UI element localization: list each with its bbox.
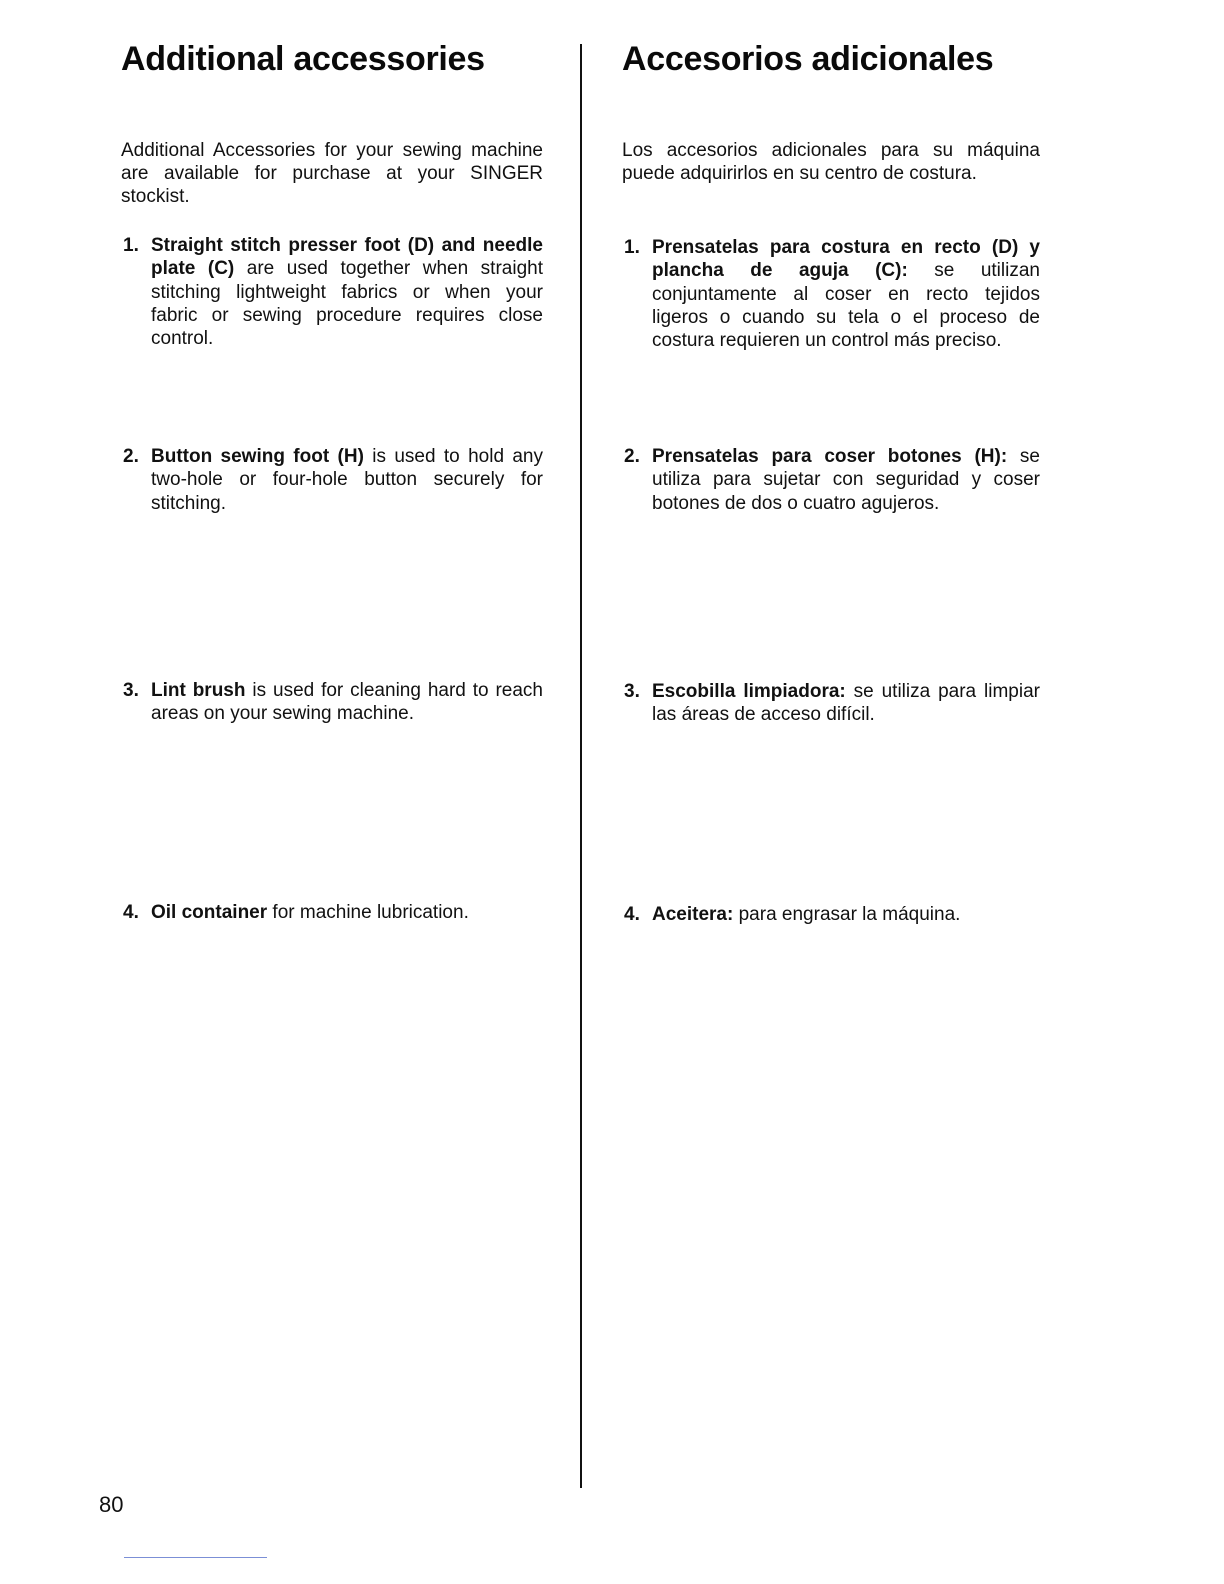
intro-spanish: Los accesorios adicionales para su máquina puede adquirirlos en su centro de costura. (622, 140, 1040, 184)
item-text: is used for cleaning hard to reach areas on your sewing machine. (151, 680, 543, 725)
item-term: Aceitera: (652, 904, 734, 925)
item-text: is used to hold any two-hole or four-hole button securely for stitching. (151, 446, 543, 514)
item-text: se utiliza para sujetar con seguridad y coser botones de dos o cuatro agujeros. (652, 446, 1040, 514)
item-term: Lint brush (151, 680, 246, 701)
item-number: 3. (123, 680, 139, 701)
item-term: Oil container (151, 902, 268, 923)
list-item (622, 680, 1040, 727)
footer-rule (124, 1557, 267, 1558)
intro-english: Additional Accessories for your sewing machine are available for purchase at your SINGER stockist. (121, 140, 543, 207)
item-number: 2. (624, 446, 640, 467)
item-number: 1. (123, 235, 139, 256)
column-divider (580, 44, 582, 1488)
page-number: 80 (99, 1492, 124, 1517)
item-text: for machine lubrication. (267, 902, 469, 923)
item-term: Prensatelas para costura en recto (D) y plancha de aguja (C): (652, 237, 1040, 282)
list-item (622, 445, 1040, 515)
item-text: are used together when straight stitching lightweight fabrics or when your fabric or sewing procedure requires close control. (151, 258, 543, 350)
page-title-spanish: Accesorios adicionales (622, 40, 994, 78)
item-text: se utilizan conjuntamente al coser en recto tejidos ligeros o cuando su tela o el proceso de costura requieren un control más preciso. (652, 260, 1040, 352)
list-item (622, 903, 1040, 926)
item-number: 4. (123, 902, 139, 923)
item-term: Straight stitch presser foot (D) and needle plate (C) (151, 235, 543, 280)
item-term: Button sewing foot (H) (151, 446, 364, 467)
list-item (121, 445, 543, 515)
item-text: para engrasar la máquina. (733, 904, 961, 925)
list-item (121, 679, 543, 726)
item-number: 1. (624, 237, 640, 258)
item-number: 3. (624, 681, 640, 702)
list-item (121, 901, 543, 924)
item-term: Escobilla limpiadora: (652, 681, 846, 702)
item-number: 2. (123, 446, 139, 467)
item-text: se utiliza para limpiar las áreas de acceso difícil. (652, 681, 1040, 726)
list-item (121, 234, 543, 350)
page-title-english: Additional accessories (121, 40, 485, 78)
list-item (622, 236, 1040, 352)
item-term: Prensatelas para coser botones (H): (652, 446, 1008, 467)
item-number: 4. (624, 904, 640, 925)
